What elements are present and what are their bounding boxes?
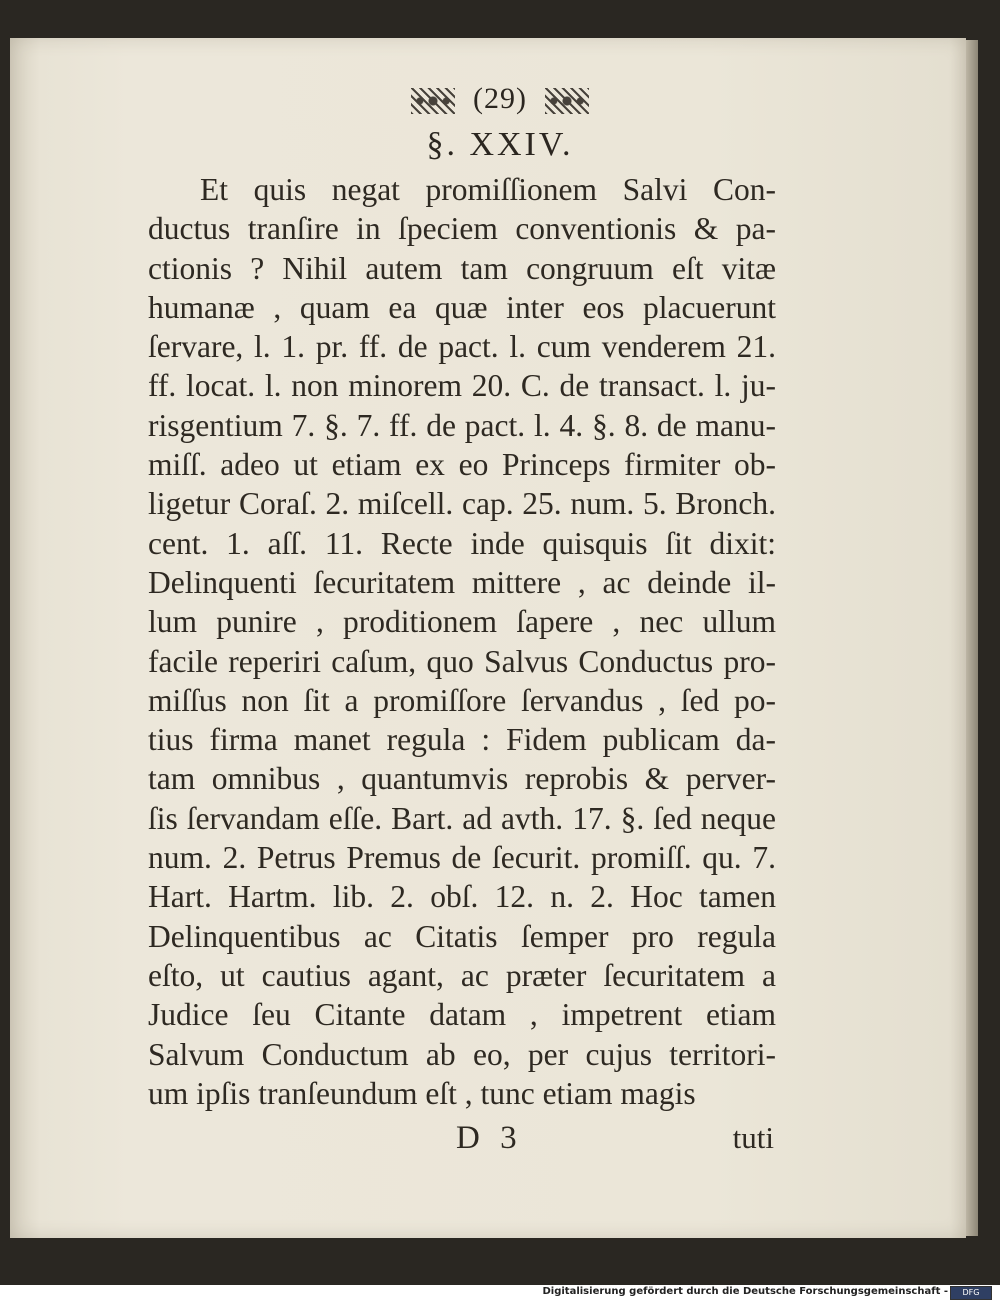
funding-credit: Digitalisierung gefördert durch die Deutsche Forschungsgemeinschaft -: [542, 1286, 948, 1297]
digitization-footer: [0, 1285, 1000, 1300]
text-line: Judice ſeu Citante datam , impetrent etiam: [148, 997, 776, 1033]
text-line: facile reperiri caſum, quo Salvus Conductus pro-: [148, 643, 776, 679]
ornament-left-icon: [411, 88, 455, 114]
text-line: Delinquenti ſecuritatem mittere , ac deinde il-: [148, 564, 776, 600]
section-title: §. XXIV.: [426, 126, 574, 163]
dfg-logo-icon: DFG: [950, 1286, 992, 1300]
text-line: ſis ſervandam eſſe. Bart. ad avth. 17. §. ſed neque: [148, 800, 776, 836]
text-line: um ipſis tranſeundum eſt , tunc etiam magis: [148, 1075, 696, 1111]
text-line: humanæ , quam ea quæ inter eos placuerunt: [148, 289, 776, 325]
page-number: (29): [473, 82, 527, 115]
page-edge: [966, 40, 978, 1236]
text-line: eſto, ut cautius agant, ac præter ſecuritatem a: [148, 957, 776, 993]
text-line: ductus tranſire in ſpeciem conventionis & pa-: [148, 211, 776, 247]
text-line: cent. 1. aſſ. 11. Recte inde quisquis ſit dixit:: [148, 525, 776, 561]
text-line: num. 2. Petrus Premus de ſecurit. promiſſ. qu. 7.: [148, 840, 776, 876]
text-line: Salvum Conductum ab eo, per cujus territori-: [148, 1036, 776, 1072]
text-line: tius firma manet regula : Fidem publicam da-: [148, 722, 776, 758]
text-line: miſſus non ſit a promiſſore ſervandus , ſed po-: [148, 682, 776, 718]
body-text: [148, 170, 776, 1113]
text-line: ff. locat. l. non minorem 20. C. de transact. l. ju-: [148, 368, 776, 404]
text-line: Delinquentibus ac Citatis ſemper pro regula: [148, 918, 776, 954]
catchword: tuti: [732, 1120, 774, 1155]
text-line: ligetur Coraſ. 2. miſcell. cap. 25. num. 5. Bronch.: [148, 486, 776, 522]
ornament-right-icon: [545, 88, 589, 114]
text-line: lum punire , proditionem ſapere , nec ullum: [148, 604, 776, 640]
text-line: Hart. Hartm. lib. 2. obſ. 12. n. 2. Hoc tamen: [148, 879, 776, 915]
text-line: ctionis ? Nihil autem tam congruum eſt vitæ: [148, 250, 776, 286]
signature-mark: D 3: [456, 1120, 523, 1156]
text-line: ſervare, l. 1. pr. ff. de pact. l. cum venderem 21.: [148, 329, 776, 365]
running-header: [0, 82, 1000, 116]
text-line: miſſ. adeo ut etiam ex eo Princeps firmiter ob-: [148, 447, 776, 483]
text-line: tam omnibus , quantumvis reprobis & perver-: [148, 761, 776, 797]
text-line: risgentium 7. §. 7. ff. de pact. l. 4. §. 8. de manu-: [148, 407, 776, 443]
text-line: Et quis negat promiſſionem Salvi Con-: [200, 172, 776, 207]
